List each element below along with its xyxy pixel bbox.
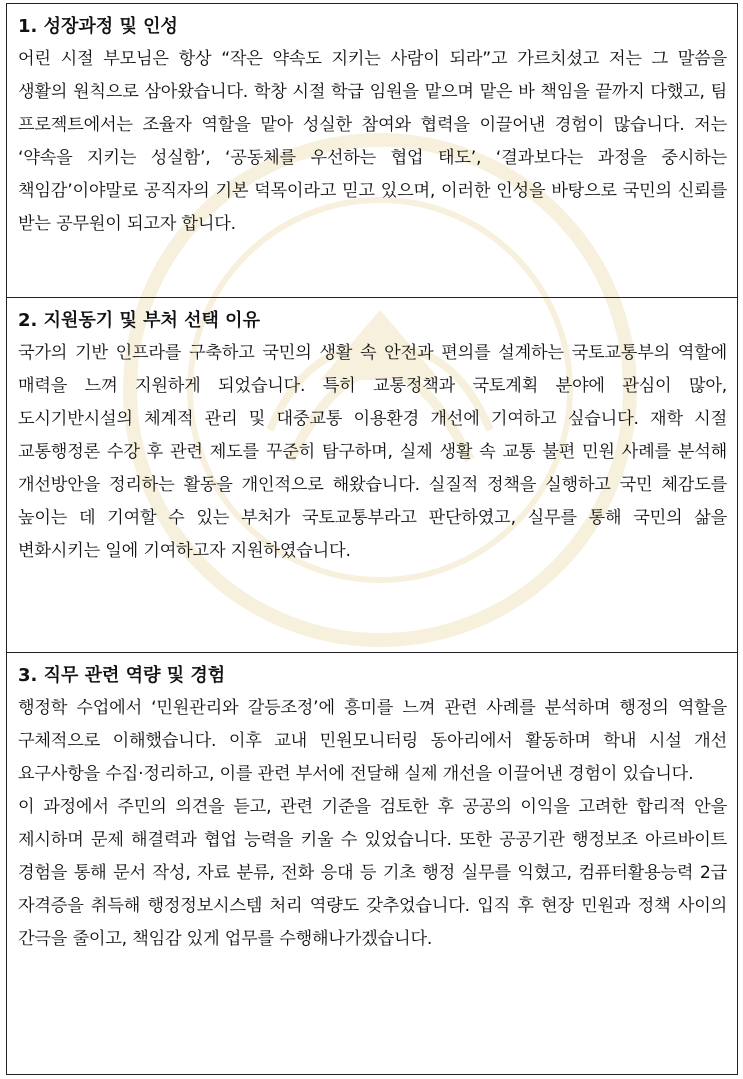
- document-table: [6, 3, 738, 1075]
- section-paragraph: 이 과정에서 주민의 의견을 듣고, 관련 기준을 검토한 후 공공의 이익을 고려한 합리적 안을 제시하며 문제 해결력과 협업 능력을 키울 수 있었습니다. 또한 공공기관 행정보조 아르바이트 경험을 통해 문서 작성, 자료 분류, 전화 응대 등 기초 행정 실무를 익혔고, 컴퓨터활용능력 2급 자격증을 취득해 행정정보시스템 처리 역량도 갖추었습니다. 입직 후 현장 민원과 정책 사이의 간극을 줄이고, 책임감 있게 업무를 수행해나가겠습니다.: [18, 797, 727, 949]
- section-growth-personality: [7, 4, 737, 298]
- section-paragraph: 어린 시절 부모님은 항상 “작은 약속도 지키는 사람이 되라”고 가르치셨고 저는 그 말씀을 생활의 원칙으로 삼아왔습니다. 학창 시절 학급 임원을 맡으며 맡은 바 책임을 끝까지 다했고, 팀 프로젝트에서는 조율자 역할을 맡아 성실한 참여와 협력을 이끌어낸 경험이 많습니다. 저는 ‘약속을 지키는 성실함’, ‘공동체를 우선하는 협업 태도’, ‘결과보다는 과정을 중시하는 책임감’이야말로 공직자의 기본 덕목이라고 믿고 있으며, 이러한 인성을 바탕으로 국민의 신뢰를 받는 공무원이 되고자 합니다.: [18, 49, 727, 234]
- section-title: 2. 지원동기 및 부처 선택 이유: [18, 310, 260, 331]
- section-motivation: [7, 298, 737, 653]
- section-paragraph: 국가의 기반 인프라를 구축하고 국민의 생활 속 안전과 편의를 설계하는 국토교통부의 역할에 매력을 느껴 지원하게 되었습니다. 특히 교통정책과 국토계획 분야에 관심이 많아, 도시기반시설의 체계적 관리 및 대중교통 이용환경 개선에 기여하고 싶습니다. 재학 시절 교통행정론 수강 후 관련 제도를 꾸준히 탐구하며, 실제 생활 속 교통 불편 민원 사례를 분석해 개선방안을 정리하는 활동을 개인적으로 해왔습니다. 실질적 정책을 실행하고 국민 체감도를 높이는 데 기여할 수 있는 부처가 국토교통부라고 판단하였고, 실무를 통해 국민의 삶을 변화시키는 일에 기여하고자 지원하였습니다.: [18, 343, 727, 561]
- section-title: 3. 직무 관련 역량 및 경험: [18, 665, 226, 686]
- section-competency-experience: [7, 653, 737, 1074]
- section-title: 1. 성장과정 및 인성: [18, 16, 178, 37]
- section-paragraph: 행정학 수업에서 ‘민원관리와 갈등조정’에 흥미를 느껴 관련 사례를 분석하며 행정의 역할을 구체적으로 이해했습니다. 이후 교내 민원모니터링 동아리에서 활동하며 학내 시설 개선 요구사항을 수집·정리하고, 이를 관련 부서에 전달해 실제 개선을 이끌어낸 경험이 있습니다.: [18, 698, 727, 784]
